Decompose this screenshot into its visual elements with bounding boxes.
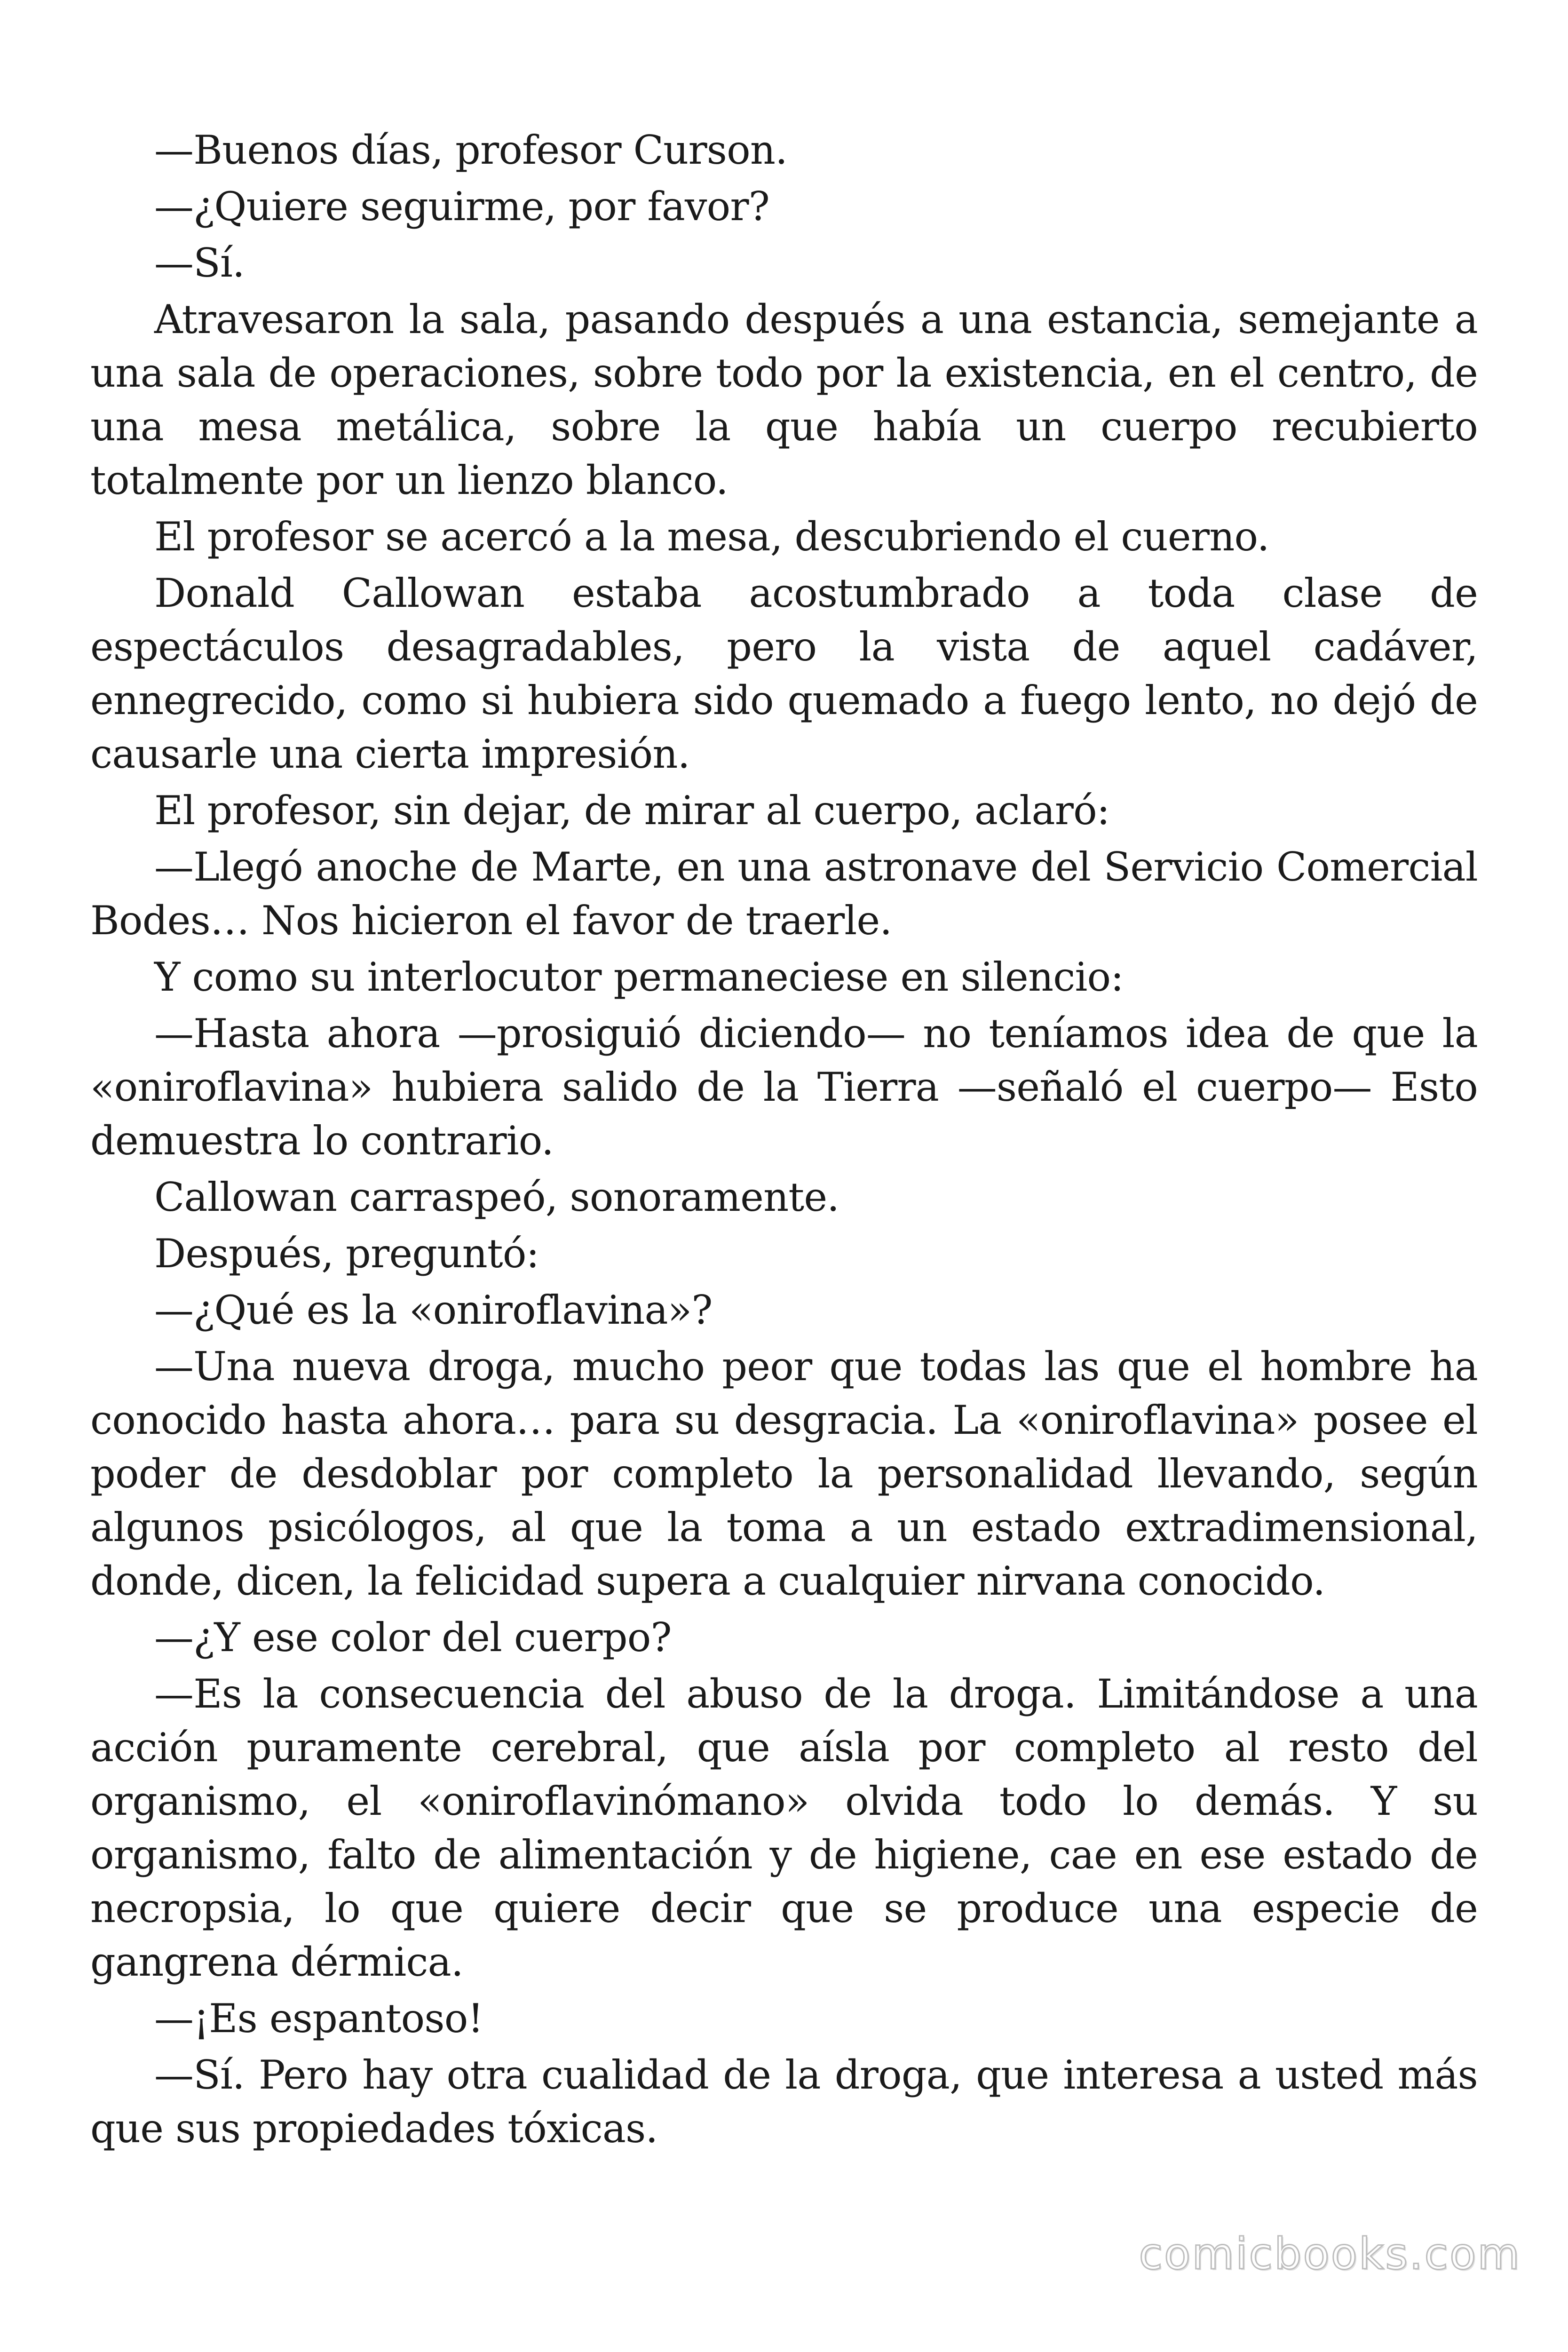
paragraph: El profesor se acercó a la mesa, descubriendo el cuerno. — [154, 514, 1269, 560]
paragraph: —Sí. Pero hay otra cualidad de la droga, que interesa a usted más que sus propiedades tóxicas. — [90, 2052, 1478, 2152]
paragraph: —Es la consecuencia del abuso de la droga. Limitándose a una acción puramente cerebral, que aísla por completo al resto del organismo, el «oniroflavinómano» olvida todo lo demás. Y su organismo, falto de alimentación y de higiene, cae en ese estado de necropsia, lo que quiere decir que se produce una especie de gangrena dérmica. — [90, 1671, 1478, 1985]
paragraph: El profesor, sin dejar, de mirar al cuerpo, aclaró: — [154, 787, 1110, 834]
paragraph: Atravesaron la sala, pasando después a una estancia, semejante a una sala de operaciones, sobre todo por la existencia, en el centro, de una mesa metálica, sobre la que había un cuerpo recubierto totalmente por un lienzo blanco. — [90, 296, 1478, 503]
paragraph: —¿Y ese color del cuerpo? — [154, 1614, 672, 1661]
paragraph: Y como su interlocutor permaneciese en silencio: — [154, 954, 1124, 1000]
paragraph: —Una nueva droga, mucho peor que todas las que el hombre ha conocido hasta ahora… para su desgracia. La «oniroflavina» posee el poder de desdoblar por completo la personalidad llevando, según algunos psicólogos, al que la toma a un estado extradimensional, donde, dicen, la felicidad supera a cualquier nirvana conocido. — [90, 1343, 1478, 1604]
paragraph: —Llegó anoche de Marte, en una astronave del Servicio Comercial Bodes… Nos hicieron el favor de traerle. — [90, 844, 1478, 944]
paragraph: —Hasta ahora —prosiguió diciendo— no teníamos idea de que la «oniroflavina» hubiera salido de la Tierra —señaló el cuerpo— Esto demuestra lo contrario. — [90, 1010, 1478, 1164]
paragraph: Después, preguntó: — [154, 1231, 539, 1277]
paragraph: —Sí. — [154, 240, 245, 286]
body-text — [90, 123, 1478, 2158]
watermark: comicbooks.com — [1139, 2229, 1521, 2279]
paragraph: —Buenos días, profesor Curson. — [154, 127, 788, 173]
paragraph: —¿Qué es la «oniroflavina»? — [154, 1287, 713, 1333]
paragraph: Donald Callowan estaba acostumbrado a toda clase de espectáculos desagradables, pero la vista de aquel cadáver, ennegrecido, como si hubiera sido quemado a fuego lento, no dejó de causarle una cierta impresión. — [90, 570, 1478, 777]
paragraph: —¡Es espantoso! — [154, 1995, 483, 2042]
paragraph: Callowan carraspeó, sonoramente. — [154, 1174, 839, 1220]
paragraph: —¿Quiere seguirme, por favor? — [154, 183, 770, 230]
